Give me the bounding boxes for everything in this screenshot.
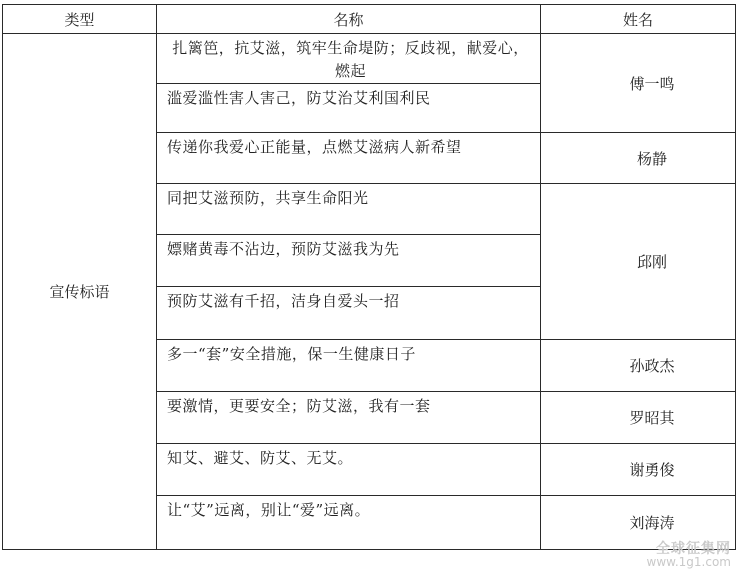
name-cell <box>541 184 736 340</box>
slogan-cell: 嫖赌黄毒不沾边，预防艾滋我为先 <box>157 235 541 287</box>
slogan-cell: 让“艾”远离，别让“爱”远离。 <box>157 496 541 550</box>
name-cell <box>541 340 736 392</box>
name-cell <box>541 34 736 133</box>
name-cell <box>541 392 736 444</box>
slogan-cell: 滥爱滥性害人害己，防艾治艾利国利民 <box>157 84 541 133</box>
name-text: 罗昭其 <box>629 409 675 427</box>
table-row <box>3 34 736 84</box>
slogan-cell: 同把艾滋预防，共享生命阳光 <box>157 184 541 235</box>
slogan-table <box>2 4 736 550</box>
slogan-cell: 传递你我爱心正能量，点燃艾滋病人新希望 <box>157 133 541 184</box>
name-text: 杨静 <box>636 149 667 168</box>
header-slogan: 名称 <box>157 5 541 34</box>
slogan-cell: 预防艾滋有千招，洁身自爱头一招 <box>157 287 541 340</box>
name-text: 邱刚 <box>636 253 667 271</box>
watermark-title: 全球征集网 <box>656 541 731 557</box>
slogan-cell: 多一“套”安全措施，保一生健康日子 <box>157 340 541 392</box>
name-text: 傅一鸣 <box>629 74 675 93</box>
name-text: 谢勇俊 <box>629 461 675 479</box>
header-name: 姓名 <box>541 5 736 34</box>
slogan-cell: 扎篱笆，抗艾滋，筑牢生命堤防；反歧视，献爱心，燃起 <box>157 34 541 84</box>
name-text: 孙政杰 <box>629 357 675 375</box>
table-header-row <box>3 5 736 34</box>
slogan-cell: 知艾、避艾、防艾、无艾。 <box>157 444 541 496</box>
name-cell <box>541 133 736 184</box>
watermark <box>647 543 732 569</box>
slogan-cell: 要激情，更要安全；防艾滋，我有一套 <box>157 392 541 444</box>
name-cell <box>541 444 736 496</box>
type-cell: 宣传标语 <box>3 34 157 550</box>
header-type: 类型 <box>3 5 157 34</box>
name-text: 刘海涛 <box>629 514 675 532</box>
watermark-url: www.1g1.com <box>646 555 731 569</box>
